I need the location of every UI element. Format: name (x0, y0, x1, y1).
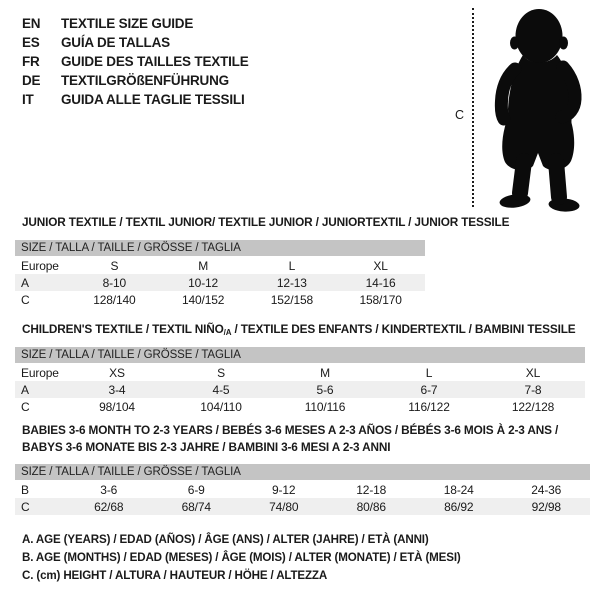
language-code: ES (22, 35, 40, 50)
row-label: B (21, 482, 29, 497)
heading-line-1: BABIES 3-6 MONTH TO 2-3 YEARS / BEBÉS 3-6 MESES A 2-3 AÑOS / BÉBÉS 3-6 MOIS À 2-3 ANS / (22, 423, 559, 437)
table-row-height (15, 398, 585, 415)
table-header-bar: SIZE / TALLA / TAILLE / GRÖSSE / TAGLIA (15, 240, 425, 256)
table-row-age (15, 274, 425, 291)
size-cell: 3-4 (108, 382, 126, 397)
size-cell: 6-7 (420, 382, 438, 397)
language-title: TEXTILE SIZE GUIDE (61, 16, 194, 31)
size-table-children (15, 347, 585, 415)
size-cell: 12-13 (276, 275, 307, 290)
size-cell: 122/128 (511, 399, 555, 414)
language-row-es (22, 33, 249, 52)
size-cell: XS (109, 365, 125, 380)
table-header-bar: SIZE / TALLA / TAILLE / GRÖSSE / TAGLIA (15, 464, 590, 480)
section-heading-junior: JUNIOR TEXTILE / TEXTIL JUNIOR/ TEXTILE JUNIOR / JUNIORTEXTIL / JUNIOR TESSILE (22, 215, 510, 229)
size-table-junior (15, 240, 425, 308)
table-row-age (15, 381, 585, 398)
section-heading-children (22, 322, 576, 337)
size-cell: M (198, 258, 209, 273)
section-heading-babies (22, 422, 558, 456)
size-cell: 140/152 (181, 292, 225, 307)
size-cell: 6-9 (187, 482, 205, 497)
row-label: A (21, 275, 29, 290)
table-row-europe (15, 257, 425, 274)
row-label: C (21, 292, 30, 307)
size-cell: S (110, 258, 119, 273)
size-cell: 14-16 (365, 275, 396, 290)
baby-silhouette-icon (479, 5, 597, 213)
table-row-europe (15, 364, 585, 381)
language-code: EN (22, 16, 41, 31)
table-body (15, 257, 425, 308)
size-cell: S (217, 365, 225, 380)
language-title: TEXTILGRÖßENFÜHRUNG (61, 73, 229, 88)
size-cell: 4-5 (212, 382, 230, 397)
size-cell: 7-8 (524, 382, 542, 397)
language-row-en (22, 14, 249, 33)
size-cell: 9-12 (272, 482, 296, 497)
table-row-height (15, 291, 425, 308)
height-dotted-line (472, 8, 474, 207)
size-cell: L (288, 258, 296, 273)
language-title-list (22, 14, 249, 109)
language-row-de (22, 71, 249, 90)
legend-line-a: A. AGE (YEARS) / EDAD (AÑOS) / ÂGE (ANS) / ALTER (JAHRE) / ETÀ (ANNI) (22, 533, 429, 546)
size-cell: 10-12 (188, 275, 219, 290)
size-cell: 74/80 (269, 499, 299, 514)
size-cell: 98/104 (99, 399, 135, 414)
heading-text: CHILDREN'S TEXTILE / TEXTIL NIÑO (22, 322, 224, 336)
size-cell: 92/98 (531, 499, 561, 514)
size-cell: XL (373, 258, 388, 273)
language-code: IT (22, 92, 34, 107)
legend-line-b: B. AGE (MONTHS) / EDAD (MESES) / ÂGE (MOIS) / ALTER (MONATE) / ETÀ (MESI) (22, 551, 461, 564)
language-row-it (22, 90, 249, 109)
row-label: A (21, 382, 29, 397)
heading-line-2: BABYS 3-6 MONATE BIS 2-3 JAHRE / BAMBINI 3-6 MESI A 2-3 ANNI (22, 440, 391, 454)
size-cell: 80/86 (356, 499, 386, 514)
language-title: GUIDA ALLE TAGLIE TESSILI (61, 92, 245, 107)
table-row-age-months (15, 481, 590, 498)
row-label: Europe (21, 258, 59, 273)
height-measure-label: C (455, 108, 464, 122)
size-cell: 62/68 (94, 499, 124, 514)
size-cell: L (425, 365, 433, 380)
size-cell: 104/110 (200, 399, 242, 414)
row-label: C (21, 399, 30, 414)
size-cell: 18-24 (443, 482, 474, 497)
language-code: FR (22, 54, 40, 69)
size-cell: 12-18 (356, 482, 387, 497)
legend-line-c: C. (cm) HEIGHT / ALTURA / HAUTEUR / HÖHE / ALTEZZA (22, 569, 328, 582)
size-cell: 24-36 (531, 482, 562, 497)
language-row-fr (22, 52, 249, 71)
table-body (15, 481, 590, 515)
language-code: DE (22, 73, 41, 88)
measure-legend (22, 531, 461, 585)
row-label: Europe (21, 365, 59, 380)
size-cell: 116/122 (408, 399, 450, 414)
table-row-height (15, 498, 590, 515)
size-cell: 128/140 (93, 292, 136, 307)
table-body (15, 364, 585, 415)
size-table-babies (15, 464, 590, 515)
size-cell: 158/170 (359, 292, 402, 307)
heading-subscript: /A (223, 328, 232, 337)
size-cell: 8-10 (102, 275, 127, 290)
language-title: GUIDE DES TAILLES TEXTILE (61, 54, 249, 69)
size-cell: 86/92 (444, 499, 474, 514)
size-cell: XL (525, 365, 541, 380)
size-cell: 110/116 (304, 399, 346, 414)
size-cell: M (320, 365, 330, 380)
size-cell: 3-6 (100, 482, 118, 497)
heading-text: / TEXTILE DES ENFANTS / KINDERTEXTIL / BAMBINI TESSILE (231, 322, 576, 336)
language-title: GUÍA DE TALLAS (61, 35, 170, 50)
size-cell: 68/74 (181, 499, 211, 514)
row-label: C (21, 499, 30, 514)
table-header-bar: SIZE / TALLA / TAILLE / GRÖSSE / TAGLIA (15, 347, 585, 363)
size-cell: 152/158 (270, 292, 314, 307)
size-cell: 5-6 (316, 382, 334, 397)
